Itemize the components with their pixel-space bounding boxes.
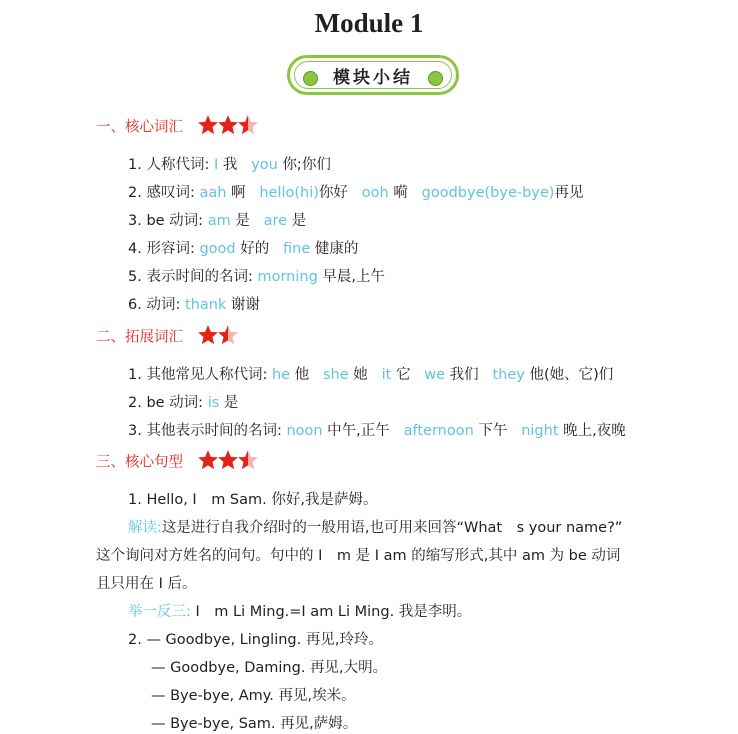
dialogue-line: — Bye-bye, Amy. 再见,埃米。 (151, 688, 356, 704)
list-item: 2. 感叹词: aah 啊 hello(hi)你好 ooh 嗬 goodbye(bye-bye)再见 (128, 185, 584, 201)
badge-label: 模块小结 (333, 67, 413, 88)
star-rating (197, 324, 237, 345)
dialogue-line: — Bye-bye, Sam. 再见,萨姆。 (151, 716, 358, 732)
star-icon (197, 449, 219, 470)
list-item: 2. be 动词: is 是 (128, 395, 239, 411)
section-heading-core-sentences: 三、核心句型 (96, 452, 257, 473)
star-rating (197, 449, 257, 470)
dot-icon (428, 71, 443, 86)
explanation-line: 这个询问对方姓名的问句。句中的 I m 是 I am 的缩写形式,其中 am 为 be 动词 (96, 548, 621, 564)
example-line: 举一反三: I m Li Ming.=I am Li Ming. 我是李明。 (128, 604, 472, 620)
star-icon (217, 449, 239, 470)
dot-icon (303, 71, 318, 86)
star-icon (217, 114, 239, 135)
half-star-icon (237, 449, 259, 470)
explanation-line: 解读:这是进行自我介绍时的一般用语,也可用来回答“What s your name?” (128, 520, 623, 536)
section-badge (287, 55, 459, 95)
star-icon (197, 114, 219, 135)
star-rating (197, 114, 257, 135)
sentence-1: 1. Hello, I m Sam. 你好,我是萨姆。 (128, 492, 378, 508)
list-item: 3. be 动词: am 是 are 是 (128, 213, 307, 229)
half-star-icon (217, 324, 239, 345)
page-title: Module 1 (314, 8, 424, 38)
section-heading-extended-vocab: 二、拓展词汇 (96, 327, 237, 348)
dialogue-line: — Goodbye, Daming. 再见,大明。 (151, 660, 388, 676)
explanation-line: 且只用在 I 后。 (96, 576, 197, 592)
star-icon (197, 324, 219, 345)
section-heading-core-vocab: 一、核心词汇 (96, 117, 257, 138)
list-item: 6. 动词: thank 谢谢 (128, 297, 260, 313)
list-item: 4. 形容词: good 好的 fine 健康的 (128, 241, 359, 257)
dialogue-line: 2. — Goodbye, Lingling. 再见,玲玲。 (128, 632, 383, 648)
list-item: 1. 人称代词: I 我 you 你;你们 (128, 157, 331, 173)
list-item: 5. 表示时间的名词: morning 早晨,上午 (128, 269, 385, 285)
list-item: 3. 其他表示时间的名词: noon 中午,正午 afternoon 下午 night 晚上,夜晚 (128, 423, 626, 439)
half-star-icon (237, 114, 259, 135)
list-item: 1. 其他常见人称代词: he 他 she 她 it 它 we 我们 they 他(她、它)们 (128, 367, 614, 383)
